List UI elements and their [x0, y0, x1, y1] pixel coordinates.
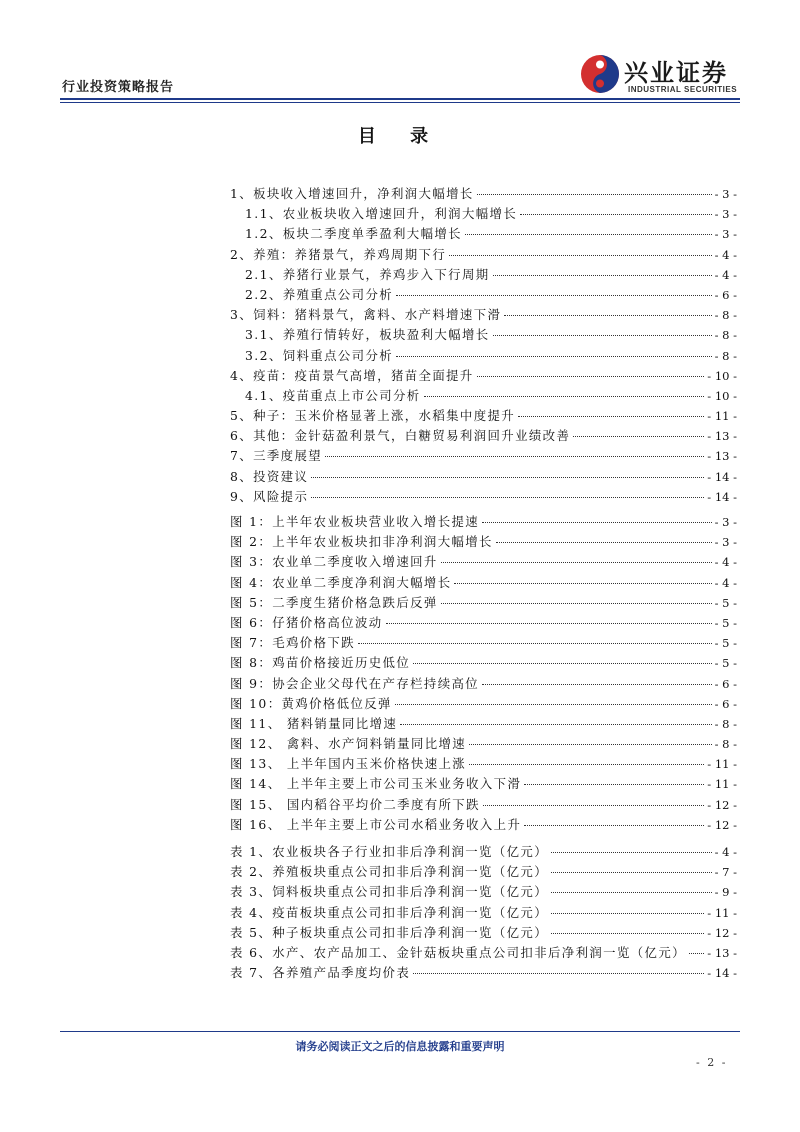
- figure-entry-label: 图 14、 上半年主要上市公司玉米业务收入下滑: [230, 776, 522, 792]
- dot-leader: [477, 376, 705, 377]
- figure-entry-label: 图 3：农业单二季度收入增速回升: [230, 554, 438, 570]
- figure-entry-page: - 11 -: [707, 757, 737, 772]
- figure-entry-label: 图 5：二季度生猪价格急跌后反弹: [230, 594, 438, 610]
- report-type: 行业投资策略报告: [62, 80, 175, 95]
- toc-entry-label: 1.1、农业板块收入增速回升，利润大幅增长: [245, 206, 518, 222]
- table-entry[interactable]: [230, 923, 737, 943]
- figure-entry[interactable]: [230, 795, 737, 815]
- toc-entry[interactable]: [230, 467, 737, 487]
- dot-leader: [551, 872, 712, 873]
- dot-leader: [504, 315, 711, 316]
- dot-leader: [396, 295, 712, 296]
- toc-entry-label: 3.2、饲料重点公司分析: [245, 347, 394, 363]
- table-entry-label: 表 2、养殖板块重点公司扣非后净利润一览（亿元）: [230, 864, 549, 880]
- dot-leader: [689, 953, 704, 954]
- toc-entry[interactable]: [230, 406, 737, 426]
- figure-entry-label: 图 7：毛鸡价格下跌: [230, 635, 355, 651]
- table-entry-page: - 7 -: [714, 865, 737, 880]
- figure-entry-page: - 12 -: [707, 797, 737, 812]
- dot-leader: [449, 255, 711, 256]
- footer-disclaimer: 请务必阅读正文之后的信息披露和重要声明: [295, 1040, 505, 1053]
- toc-entry-label: 1、板块收入增速回升，净利润大幅增长: [230, 186, 474, 201]
- figure-entry[interactable]: [230, 815, 737, 835]
- figure-entry-label: 图 9：协会企业父母代在产存栏持续高位: [230, 675, 480, 691]
- table-entry-label: 表 3、饲料板块重点公司扣非后净利润一览（亿元）: [230, 884, 549, 900]
- toc-entry[interactable]: [230, 184, 737, 204]
- dot-leader: [520, 214, 711, 215]
- table-entry[interactable]: [230, 862, 737, 882]
- dot-leader: [483, 805, 704, 806]
- figure-entry-label: 图 2：上半年农业板块扣非净利润大幅增长: [230, 534, 493, 550]
- dot-leader: [395, 704, 712, 705]
- figure-entry-page: - 6 -: [714, 696, 737, 711]
- figure-entry-label: 图 13、 上半年国内玉米价格快速上涨: [230, 756, 467, 772]
- toc-entry-label: 5、种子：玉米价格显著上涨，水稻集中度提升: [230, 408, 516, 424]
- figure-entry-page: - 5 -: [714, 595, 737, 610]
- table-entry-label: 表 4、疫苗板块重点公司扣非后净利润一览（亿元）: [230, 904, 549, 920]
- footer-rule: [60, 1031, 740, 1032]
- toc-entry-label: 2.1、养猪行业景气，养鸡步入下行周期: [245, 266, 490, 282]
- dot-leader: [524, 784, 704, 785]
- page-number: - 2 -: [696, 1056, 728, 1069]
- figure-entry[interactable]: [230, 552, 737, 572]
- toc-entry-label: 2.2、养殖重点公司分析: [245, 286, 394, 302]
- dot-leader: [358, 643, 712, 644]
- dot-leader: [477, 194, 712, 195]
- toc-entry-page: - 14 -: [707, 469, 737, 484]
- table-entry-label: 表 1、农业板块各子行业扣非后净利润一览（亿元）: [230, 844, 549, 859]
- figure-entry-page: - 4 -: [714, 575, 737, 590]
- toc-entry[interactable]: [230, 325, 737, 345]
- table-entry-page: - 9 -: [714, 885, 737, 900]
- figure-entry-page: - 5 -: [714, 656, 737, 671]
- toc-entry-label: 4、疫苗：疫苗景气高增，猪苗全面提升: [230, 367, 474, 383]
- toc-entry-label: 7、三季度展望: [230, 448, 323, 464]
- figure-entry[interactable]: [230, 754, 737, 774]
- toc-entry-page: - 4 -: [714, 247, 737, 262]
- dot-leader: [551, 913, 704, 914]
- dot-leader: [413, 973, 704, 974]
- toc-entry[interactable]: [230, 446, 737, 466]
- table-entry-page: - 12 -: [707, 925, 737, 940]
- toc-entry-page: - 10 -: [707, 368, 737, 383]
- figure-entry-label: 图 1：上半年农业板块营业收入增长提速: [230, 514, 480, 529]
- toc-entry[interactable]: [230, 245, 737, 265]
- toc-entry[interactable]: [230, 346, 737, 366]
- table-entry[interactable]: [230, 903, 737, 923]
- figure-entry[interactable]: [230, 774, 737, 794]
- toc-entry-label: 3、饲料：猪料景气，禽料、水产料增速下滑: [230, 307, 502, 323]
- table-entry-page: - 4 -: [714, 845, 737, 859]
- figure-entry-page: - 11 -: [707, 777, 737, 792]
- table-entry-page: - 14 -: [707, 966, 737, 981]
- dot-leader: [454, 583, 711, 584]
- toc-entry[interactable]: [230, 265, 737, 285]
- toc-entry-page: - 4 -: [714, 267, 737, 282]
- table-entry-page: - 11 -: [707, 905, 737, 920]
- toc-entry-label: 6、其他：金针菇盈利景气，白糖贸易利润回升业绩改善: [230, 428, 571, 444]
- toc-entry-label: 3.1、养殖行情转好，板块盈利大幅增长: [245, 327, 490, 343]
- toc-entry-label: 4.1、疫苗重点上市公司分析: [245, 387, 421, 403]
- figure-entry-label: 图 16、 上半年主要上市公司水稻业务收入上升: [230, 816, 522, 832]
- figures-list: [230, 512, 737, 835]
- toc-entry[interactable]: [230, 305, 737, 325]
- contents-list: [230, 184, 737, 507]
- toc-entry[interactable]: [230, 224, 737, 244]
- logo-text-en: INDUSTRIAL SECURITIES: [628, 85, 738, 94]
- toc-entry[interactable]: [230, 487, 737, 507]
- table-entry[interactable]: [230, 963, 737, 983]
- toc-entry[interactable]: [230, 285, 737, 305]
- figure-entry-label: 图 12、 禽料、水产饲料销量同比增速: [230, 736, 467, 752]
- dot-leader: [424, 396, 705, 397]
- dot-leader: [493, 335, 712, 336]
- header-rule-thin: [60, 102, 740, 103]
- toc-entry[interactable]: [230, 366, 737, 386]
- figure-entry-page: - 6 -: [714, 676, 737, 691]
- dot-leader: [469, 764, 704, 765]
- figure-entry-page: - 8 -: [714, 737, 737, 752]
- table-entry-label: 表 5、种子板块重点公司扣非后净利润一览（亿元）: [230, 924, 549, 940]
- dot-leader: [482, 684, 712, 685]
- figure-entry[interactable]: [230, 512, 737, 532]
- dot-leader: [400, 724, 711, 725]
- table-entry-label: 表 6、水产、农产品加工、金针菇板块重点公司扣非后净利润一览（亿元）: [230, 944, 686, 960]
- figure-entry-label: 图 8：鸡苗价格接近历史低位: [230, 655, 411, 671]
- dot-leader: [386, 623, 712, 624]
- toc-entry-page: - 3 -: [714, 207, 737, 222]
- toc-entry-label: 8、投资建议: [230, 468, 309, 484]
- figure-entry-page: - 3 -: [714, 515, 737, 529]
- toc-entry[interactable]: [230, 204, 737, 224]
- figure-entry[interactable]: [230, 694, 737, 714]
- toc-entry-label: 9、风险提示: [230, 488, 309, 504]
- figure-entry[interactable]: [230, 613, 737, 633]
- table-entry-page: - 13 -: [707, 945, 737, 960]
- dot-leader: [518, 416, 704, 417]
- toc-entry[interactable]: [230, 386, 737, 406]
- table-entry[interactable]: [230, 943, 737, 963]
- toc-entry-page: - 3 -: [714, 227, 737, 242]
- toc-entry-page: - 8 -: [714, 308, 737, 323]
- dot-leader: [469, 744, 711, 745]
- table-entry-label: 表 7、各养殖产品季度均价表: [230, 965, 411, 981]
- figure-entry[interactable]: [230, 573, 737, 593]
- toc-entry-label: 1.2、板块二季度单季盈利大幅增长: [245, 226, 462, 242]
- dot-leader: [551, 852, 712, 853]
- toc-entry-label: 2、养殖：养猪景气，养鸡周期下行: [230, 246, 447, 262]
- figure-entry-page: - 3 -: [714, 535, 737, 550]
- toc-entry-page: - 11 -: [707, 409, 737, 424]
- figure-entry-page: - 8 -: [714, 716, 737, 731]
- header-rule: [60, 98, 740, 100]
- toc-entry-page: - 13 -: [707, 449, 737, 464]
- table-entry[interactable]: [230, 882, 737, 902]
- toc-entry-page: - 14 -: [707, 489, 737, 504]
- dot-leader: [396, 356, 712, 357]
- figure-entry[interactable]: [230, 532, 737, 552]
- figure-entry-label: 图 11、 猪料销量同比增速: [230, 715, 398, 731]
- figure-entry[interactable]: [230, 593, 737, 613]
- dot-leader: [573, 436, 704, 437]
- figure-entry-page: - 12 -: [707, 817, 737, 832]
- toc-entry-page: - 8 -: [714, 348, 737, 363]
- figure-entry[interactable]: [230, 653, 737, 673]
- figure-entry-page: - 4 -: [714, 555, 737, 570]
- figure-entry[interactable]: [230, 734, 737, 754]
- dot-leader: [551, 933, 704, 934]
- toc-entry-page: - 13 -: [707, 429, 737, 444]
- logo-mark-icon: [578, 52, 622, 96]
- dot-leader: [311, 477, 704, 478]
- figure-entry-label: 图 15、 国内稻谷平均价二季度有所下跌: [230, 796, 480, 812]
- dot-leader: [493, 275, 712, 276]
- figure-entry-label: 图 4：农业单二季度净利润大幅增长: [230, 574, 452, 590]
- dot-leader: [551, 892, 712, 893]
- dot-leader: [496, 542, 712, 543]
- dot-leader: [441, 603, 712, 604]
- dot-leader: [325, 456, 704, 457]
- dot-leader: [311, 497, 704, 498]
- dot-leader: [413, 663, 711, 664]
- logo-text-cn: 兴业证券: [624, 59, 728, 87]
- toc-entry-page: - 8 -: [714, 328, 737, 343]
- toc-entry-page: - 3 -: [714, 187, 737, 201]
- page-title: 目 录: [357, 126, 443, 147]
- table-entry[interactable]: [230, 842, 737, 862]
- tables-list: [230, 842, 737, 983]
- figure-entry-page: - 5 -: [714, 615, 737, 630]
- dot-leader: [441, 562, 712, 563]
- figure-entry[interactable]: [230, 674, 737, 694]
- figure-entry-label: 图 6：仔猪价格高位波动: [230, 614, 383, 630]
- figure-entry-page: - 5 -: [714, 636, 737, 651]
- toc-entry-page: - 10 -: [707, 388, 737, 403]
- toc-entry[interactable]: [230, 426, 737, 446]
- figure-entry[interactable]: [230, 714, 737, 734]
- dot-leader: [465, 234, 712, 235]
- toc-entry-page: - 6 -: [714, 287, 737, 302]
- company-logo: [578, 52, 748, 96]
- dot-leader: [524, 825, 704, 826]
- figure-entry-label: 图 10：黄鸡价格低位反弹: [230, 695, 392, 711]
- dot-leader: [482, 522, 712, 523]
- figure-entry[interactable]: [230, 633, 737, 653]
